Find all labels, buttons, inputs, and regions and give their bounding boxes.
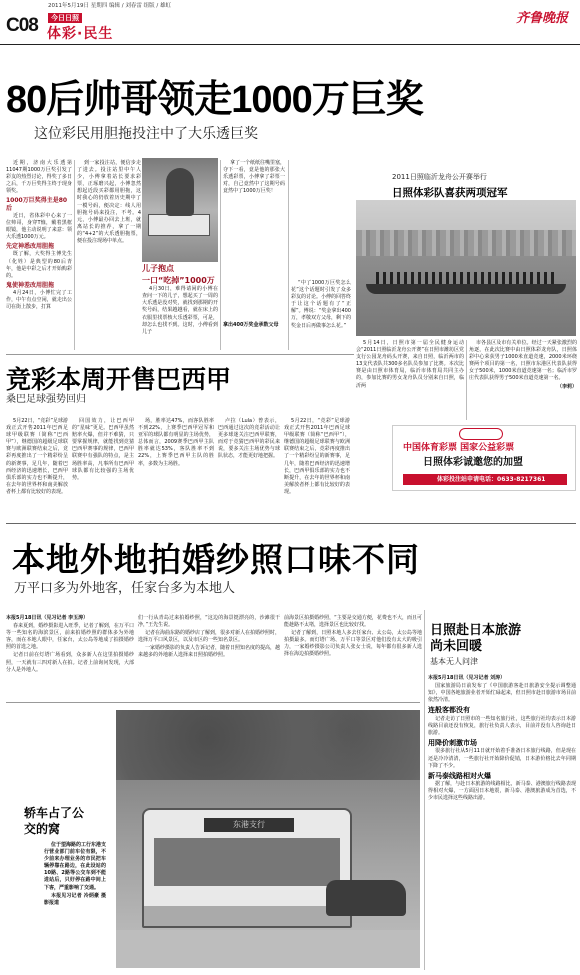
story5-subhead: 基本无人问津 bbox=[430, 657, 478, 666]
trees bbox=[116, 710, 420, 780]
paragraph: 5月22日，“竞彩”足球游戏正式开售2011年巴西足球甲级联赛（简称“巴西甲”），继德国的超级足球联赛与欧洲联赛结束之后，竞彩再度推出了一个精彩纷呈的新赛事，足几年，随着巴西经济的迅速增长，巴西甲俱乐部的实力也不断提升，在去年的世界杯和南美解放者杯上都有比较好的表现。 bbox=[6, 418, 68, 495]
column-rule bbox=[288, 160, 289, 350]
story1-headline: 80后帅哥领走1000万巨奖 bbox=[6, 79, 423, 121]
paragraph: 5月14日，日照市第一届全民健身运动会“2011日照临沂龙舟公开赛”在日照市潍坊区党支行公园龙舟码头开赛，来自日照，临沂两市的13支代表队共300多名队员参加了比赛。本次比赛是由日照市体育局，临沂市体育局共同主办的，参加比赛的男女龙舟队员分别来自日照，临沂两 bbox=[356, 340, 464, 389]
subheading: 用降价刺激市场 bbox=[428, 739, 477, 748]
paper-logo: 齐鲁晚报 bbox=[516, 11, 569, 26]
ad-line-1: 中国体育彩票 国家公益彩票 bbox=[403, 443, 515, 453]
paragraph: 记者在海曲东路的婚纱店了解到，很多对新人在拍婚纱照时，选择万平口风景区，以及市区的一些知名景区。 bbox=[138, 630, 281, 644]
column-rule bbox=[220, 160, 221, 350]
lottery-logo bbox=[459, 428, 503, 440]
ad-phone: 0633-8217361 bbox=[497, 476, 546, 483]
story2-col1 bbox=[6, 418, 68, 497]
paragraph: 据了解，与赴日本旅游的线路相比，新马泰、港澳旅行线路表现得相对火爆，一方面因日本地震，新马泰、港澳旅游成为首选，不少市民选择这些线路出游。 bbox=[428, 781, 576, 802]
masthead-rule bbox=[0, 44, 580, 45]
paragraph: 4月24日，小博忙完了工作，中午有点空闲，就走出公司在街上散步，打算 bbox=[6, 289, 72, 311]
section-rule bbox=[6, 702, 420, 703]
story3-headline: 本地外地拍婚纱照口味不同 bbox=[12, 541, 420, 578]
sidebar-text-1 bbox=[356, 340, 464, 391]
story3-subhead: 万平口多为外地客，任家台多为本地人 bbox=[14, 581, 236, 596]
section-rule bbox=[6, 354, 354, 355]
paragraph: 很多旅行社从5月11日就开始着手准备日本旅行线路，但是现在还是冷冷清清，一些旅行社开始降价促销，日本游价格比去年同期下降了不少。 bbox=[428, 748, 576, 769]
story5-body bbox=[428, 675, 576, 803]
story2-col2 bbox=[72, 418, 134, 483]
subheading: 鬼使神差改用胆拖 bbox=[6, 281, 55, 289]
sidebar-headline: 日照体彩队喜获两项冠军 bbox=[392, 187, 508, 199]
subheading: 儿子抱点 bbox=[142, 264, 174, 273]
ad-phone-bar bbox=[403, 474, 567, 485]
subheading: 新马泰线路相对火爆 bbox=[428, 771, 491, 780]
bus-body bbox=[142, 808, 352, 928]
road bbox=[116, 930, 420, 968]
story2-col5 bbox=[284, 418, 350, 497]
story1-col2b bbox=[142, 262, 218, 337]
story3-col2 bbox=[138, 615, 280, 661]
paragraph: 一家婚纱摄影的负责人告诉记者，随着日照知名度的提高，越来越多的外地新人选择来日照拍婚纱照。 bbox=[138, 645, 281, 659]
bus-windshield bbox=[154, 838, 340, 886]
lottery-ad bbox=[392, 425, 576, 491]
paragraph: 回国效力，让巴西甲的“星味”更足。巴西甲虽然赔率火爆，但并不难猜，只要掌握规律，就能找到竞猜巴西甲赛事的规律，巴西甲联赛中有强队的特点，是主场胜率高，凡事所有巴西甲球队都有比较强的主场优势。 bbox=[72, 418, 134, 481]
author: （李莉） bbox=[556, 383, 577, 390]
city-skyline bbox=[356, 230, 576, 256]
photo-caption: 拿出400万奖金承数父母 bbox=[223, 322, 279, 328]
subheading: 1000万巨奖得主是80后 bbox=[6, 197, 68, 212]
ad-phone-label: 体彩投注站申请电话： bbox=[437, 476, 498, 483]
story4-text bbox=[44, 842, 106, 908]
paragraph: 场，胜率达47%，而客队胜率不到22%，上赛季巴西甲冠军和亚军的球队都有明显的主场优势，总体而言，2009赛季巴西甲主队胜率就达53%，客队胜率不到22%，上赛季巴西甲主队的胜率，多数为主场胜。 bbox=[138, 418, 214, 467]
section-rule bbox=[6, 523, 576, 524]
dragon-boat bbox=[366, 284, 566, 294]
story5-headline: 日照赴日本旅游 bbox=[430, 623, 522, 638]
story5-headline2: 尚未回暖 bbox=[430, 639, 483, 654]
story2-col3 bbox=[138, 418, 214, 469]
section-name: 体彩·民生 bbox=[47, 26, 114, 42]
paragraph: 记者了解到，日照本地人多去任家台、太公岛，太公岛等地拍摄最多。而灯塔广场、万平口等景区对他们没有太大的吸引力，一家婚纱摄影公司负责人张女士说，每年都有很多新人选择在海边拍摄婚纱照。 bbox=[284, 630, 422, 658]
column-rule bbox=[74, 160, 75, 350]
subheading: 先定神悉改用胆拖 bbox=[6, 243, 55, 251]
page-number: C08 bbox=[6, 15, 38, 36]
subheading: 一口“吃掉”1000万 bbox=[142, 275, 215, 285]
column-rule bbox=[424, 610, 425, 970]
lottery-winner-photo bbox=[142, 158, 218, 262]
story2-col4 bbox=[218, 418, 280, 462]
section-tag: 今日日照 bbox=[48, 13, 82, 23]
subheading: 连般客都没有 bbox=[428, 706, 470, 715]
dragon-boat-photo bbox=[356, 200, 576, 336]
paragraph: 前海景区拍摄婚纱照，“主要是交通方便，花费也不大，而且可能趁路不太堵，选择景区也比较好找。 bbox=[284, 615, 422, 629]
paragraph: 近期，济南大乐透第11047期1000万巨奖引发了彩友的热烈讨论，得奖了多日之后，千万巨奖得主终于现身领奖。 bbox=[6, 160, 72, 195]
paragraph: 拿了一个纸纸往嘴里塞，夺下一看，竟是他的那张大乐透彩票，小傅拿了彩票一对，自己竟然中了这期号码竟然中了1000万巨奖！ bbox=[223, 160, 286, 195]
paragraph: 近日，省体彩中心来了一位帅哥，身穿T恤，戴着黑框眼镜，他主动说明了来意：领大乐透1000万元。 bbox=[6, 212, 72, 241]
byline: 本报5月18日讯（见习记者 刘涛） bbox=[428, 675, 506, 681]
paragraph: 春来夏到，婚纱摄影进入旺季，记者了解到，在万平口等一些知名的海滨景区，前来拍婚纱照的群体多为外地客，而在本地人眼中，任家台，太公岛等地成了拍摄婚纱照的首选之地。 bbox=[6, 623, 134, 651]
story1-col3 bbox=[223, 160, 285, 196]
story1-col1 bbox=[6, 160, 72, 312]
story4-headline: 轿车占了公交的窝 bbox=[24, 806, 85, 836]
story3-col1 bbox=[6, 615, 134, 675]
paragraph: 市各县区及市有关单位。经过一天紧张激烈的角逐，在此次比赛中由日照体彩龙舟队，日照体彩中心荣获男子1000米直道竞速，2000米环绕赛两个项目的第一名，日照市东港区代表队获得女子500米，1000米直道竞速第一名；临沂市罗庄代表队获得男子500米直道竞速第一名。 bbox=[469, 340, 577, 382]
paragraph: 记者日前在灯塔广场看到，众多新人在这里拍摄婚纱照，一天就有三四对新人在拍。记者上前询问发现，大部分人是外地人。 bbox=[6, 652, 134, 673]
story2-headline: 竞彩本周开售巴西甲 bbox=[6, 366, 232, 394]
paragraph: 位于望海路的工行东港支行营业部门前车位有限，不少前来办理业务的市民把车辆停靠在路边，在此设站的10路、2路等公交车到不能进站后，只好停在路中间上下客，严重影响了交通。 bbox=[44, 842, 107, 891]
ad-line-2: 日照体彩诚邀您的加盟 bbox=[423, 457, 523, 468]
column-rule bbox=[466, 340, 467, 420]
bus-bumper bbox=[144, 906, 350, 926]
story3-col3 bbox=[284, 615, 422, 660]
paragraph: 既了解，大奖得主傅先生（化姓）是典型的80后青年，他是中彩之后才开始购彩的。 bbox=[6, 251, 72, 279]
sidebar-kicker: 2011日照临沂龙舟公开赛举行 bbox=[392, 173, 487, 181]
paragraph: 5月22日，“竞彩”足球游戏正式开售2011年巴西足球甲级联赛（简称“巴西甲”），继德国的超级足球联赛与欧洲联赛结束之后，竞彩再度推出了一个精彩纷呈的新赛事，足几年，随着巴西经济的迅速增长，巴西甲俱乐部的实力也不断提升，在去年的世界杯和南美解放者杯上都有比较好的表现。 bbox=[284, 418, 350, 495]
rowers bbox=[376, 272, 556, 284]
story1-col4 bbox=[291, 280, 351, 331]
sidebar-text-2 bbox=[469, 340, 577, 392]
prize-board bbox=[148, 214, 210, 236]
bus-photo bbox=[116, 710, 420, 968]
bus-destination-sign: 东港支行 bbox=[204, 818, 294, 832]
parked-car bbox=[326, 880, 406, 916]
paragraph: 们一行从青岛过来拍婚纱照，“这边的海景挺漂亮的，沙滩很干净，”王先生说。 bbox=[138, 615, 280, 629]
paragraph: 国家旅游局日前发布了《中国旅游客赴日旅游安全提示调整通知》，中国各地旅游业者开始忙碌起来，但日照市赴日旅游市场目前依然冷清。 bbox=[428, 683, 576, 704]
story1-subhead: 这位彩民用胆拖投注中了大乐透巨奖 bbox=[34, 126, 258, 142]
story2-subhead: 桑巴足球强势回归 bbox=[6, 394, 86, 405]
photo-credit: 本报见习记者 冷炳豪 摄影报道 bbox=[44, 892, 106, 906]
masthead bbox=[0, 0, 580, 44]
paragraph: 到一家投注站，便信步走了进去。投注站里中午人少，小傅拿着站长要求彩票，正琢磨兴起，小傅忽然想起近段买彩都用胆拖，这时我心的仍放着历史期中了一模号码，便决定：线人用胆拖号码来投注，不考。4元，小傅最办回去上班，就离站长的推荐，拿了一期的“4+2”的大乐透胆拖票，便在投注现场中单点。 bbox=[77, 160, 141, 245]
byline: 本报5月18日讯（见习记者 李玉涛） bbox=[6, 615, 89, 621]
date-line: 2011年5月19日 星期四 编辑 / 刘春雷 组版 / 雄虹 bbox=[48, 3, 171, 9]
paragraph: 记者走访了日照市的一些知名旅行社，这些旅行社均表示日本游线路目前还没有恢复，旅行社负责人表示，目前并没有人咨询赴日旅游。 bbox=[428, 715, 576, 736]
paragraph: “中了1000万巨奖怎么花”这个话题时引发了众多彩友的讨论。小傅的回答终于让这个话题有了“正解”。傅说：“奖金拿出400万，孝敬双方父母，剩下的奖金日后再做事怎么花。” bbox=[291, 280, 352, 329]
winner-silhouette bbox=[166, 168, 194, 216]
paragraph: 4月30日，难得请闲的小傅在查问一下的儿子，想起买了一周的大乐透是没对奖，就找到那期的开奖号码，结果越越看，就在床上的衣服里找票核大乐透彩票，可是，却怎么也找不到。这时，小傅看到儿子 bbox=[142, 286, 218, 335]
story1-col2 bbox=[77, 160, 141, 246]
paragraph: 卢拉（Lula）曾表示，巴西通过这次的竞彩活动让更多球迷关注巴西甲联赛，而对于竞猜巴西甲的彩民来说，要多关注主场优势与球队状态，才能更好地把握。 bbox=[218, 418, 280, 460]
